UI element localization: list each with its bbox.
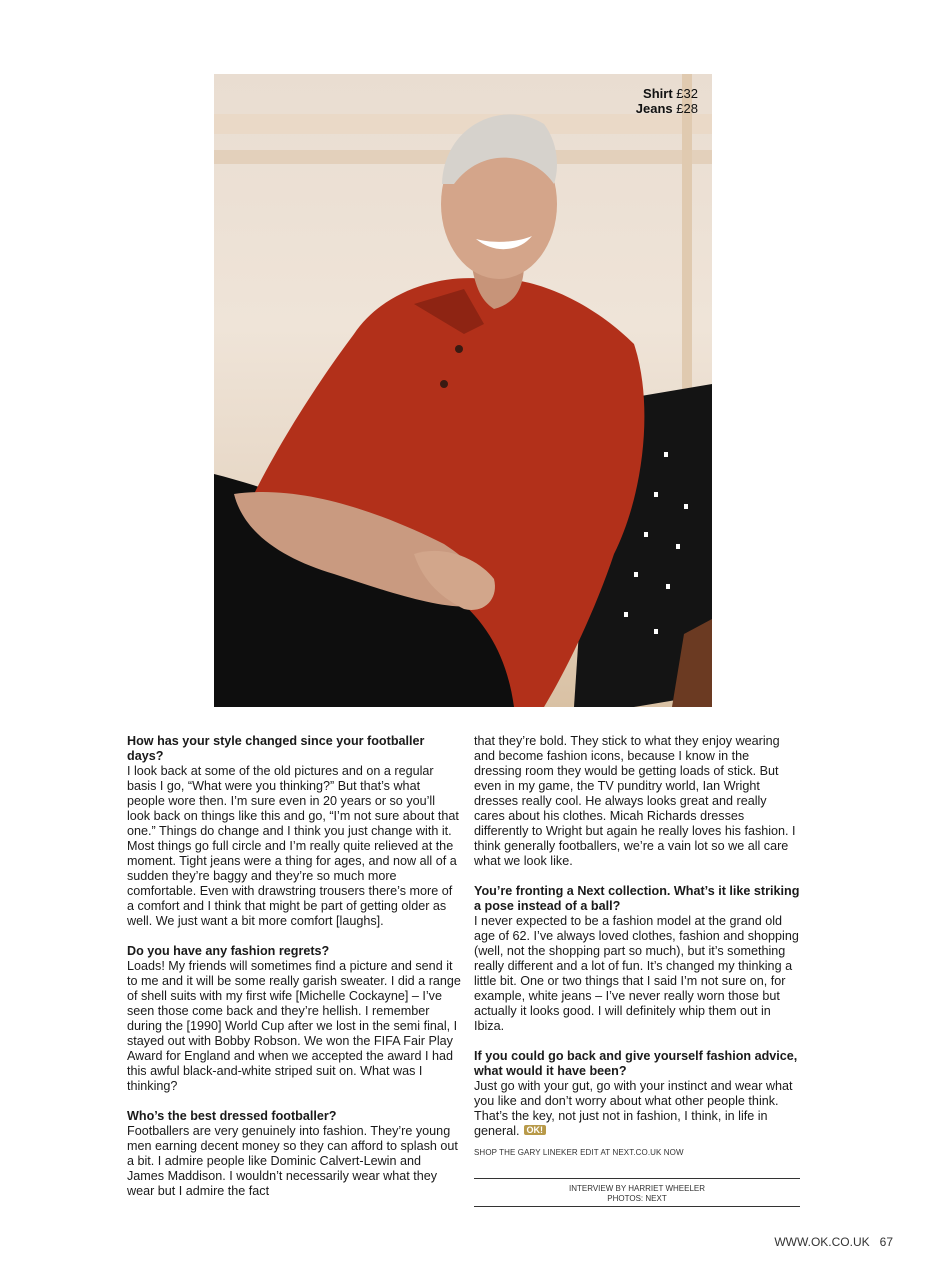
article-column-left — [127, 734, 461, 1214]
jeans-price: £28 — [676, 101, 698, 116]
photo-credit: PHOTOS: NEXT — [607, 1194, 667, 1203]
answer-best-dressed-part1: Footballers are very genuinely into fashion. They’re young men earning decent money so they can afford to splash out a bit. I admire people like Dominic Calvert-Lewin and James Maddison. I wouldn’t necessarily wear what they wear but I admire the fact — [127, 1124, 458, 1198]
price-line-shirt — [636, 86, 698, 101]
question-best-dressed: Who’s the best dressed footballer? — [127, 1109, 337, 1123]
ok-end-mark-icon: OK! — [524, 1125, 547, 1135]
question-style-change: How has your style changed since your footballer days? — [127, 734, 425, 763]
price-line-jeans — [636, 101, 698, 116]
answer-fashion-advice-paragraph — [474, 1079, 800, 1139]
shirt-button-lower — [440, 380, 448, 388]
shirt-button — [455, 345, 463, 353]
price-caption — [636, 86, 698, 116]
wall-moulding — [214, 114, 712, 134]
website-url: WWW.OK.CO.UK — [774, 1235, 870, 1249]
portrait-illustration — [214, 74, 712, 707]
answer-best-dressed-part2: that they’re bold. They stick to what they enjoy wearing and become fashion icons, because I know in the dressing room they would be getting loads of stick. But even in my game, the TV punditry world, Ian Wright dresses really cool. He always looks great and really cares about his clothes. Micah Richards dresses differently to Wright but again he really loves his fashion. I think generally footballers, we’re a vain lot so we all care what we look like. — [474, 734, 796, 868]
shop-line: SHOP THE GARY LINEKER EDIT AT NEXT.CO.UK NOW — [474, 1148, 684, 1157]
page-footer — [774, 1235, 893, 1249]
answer-fashion-regrets: Loads! My friends will sometimes find a picture and send it to me and it will be some really garish sweater. I did a range of shell suits with my first wife [Michelle Cockayne] – I’ve seen those come back and they’re hellish. I remember during the [1990] World Cup after we lost in the semi final, I stayed out with Bobby Robson. We won the FIFA Fair Play Award for England and when we accepted the award I had this awful black-and-white striped suit on. What was I thinking? — [127, 959, 461, 1093]
question-next-collection: You’re fronting a Next collection. What’s it like striking a pose instead of a ball? — [474, 884, 800, 913]
question-fashion-regrets: Do you have any fashion regrets? — [127, 944, 330, 958]
credits-box — [474, 1178, 800, 1207]
answer-fashion-advice: Just go with your gut, go with your instinct and wear what you like and don’t worry about what other people think. That’s the key, not just not in fashion, I think, in life in general. — [474, 1079, 793, 1138]
answer-next-collection: I never expected to be a fashion model at the grand old age of 62. I’ve always loved clothes, fashion and shopping (well, not the shopping part so much), but it’s something really different and a lot of fun. It’s changed my thinking a little bit. One or two things that I said I’m not sure on, for example, white jeans – I’ve never really worn those but actually it looks good. I will definitely whip them out in Ibiza. — [474, 914, 799, 1033]
answer-style-change: I look back at some of the old pictures and on a regular basis I go, “What were you thinking?” But that’s what people wore then. I’m sure even in 20 years or so you’ll look back on things like this and go, “I’m not sure about that one.” Things do change and I think you just change with it. Most things go full circle and I’m really quite relieved at the moment. Tight jeans were a thing for ages, and now all of a sudden they’re baggy and they’re so much more comfortable. Even with drawstring trousers there’s more of a comfort and I think that might be part of getting older as well. We just want a bit more comfort [laughs]. — [127, 764, 459, 928]
jeans-label: Jeans — [635, 101, 673, 116]
article-column-right — [474, 734, 800, 1160]
portrait-photo — [214, 74, 712, 707]
interview-credit: INTERVIEW BY HARRIET WHEELER — [568, 1184, 706, 1193]
shirt-label: Shirt — [643, 86, 673, 101]
question-fashion-advice: If you could go back and give yourself fashion advice, what would it have been? — [474, 1049, 798, 1078]
shirt-price: £32 — [676, 86, 698, 101]
page-number: 67 — [879, 1235, 893, 1249]
